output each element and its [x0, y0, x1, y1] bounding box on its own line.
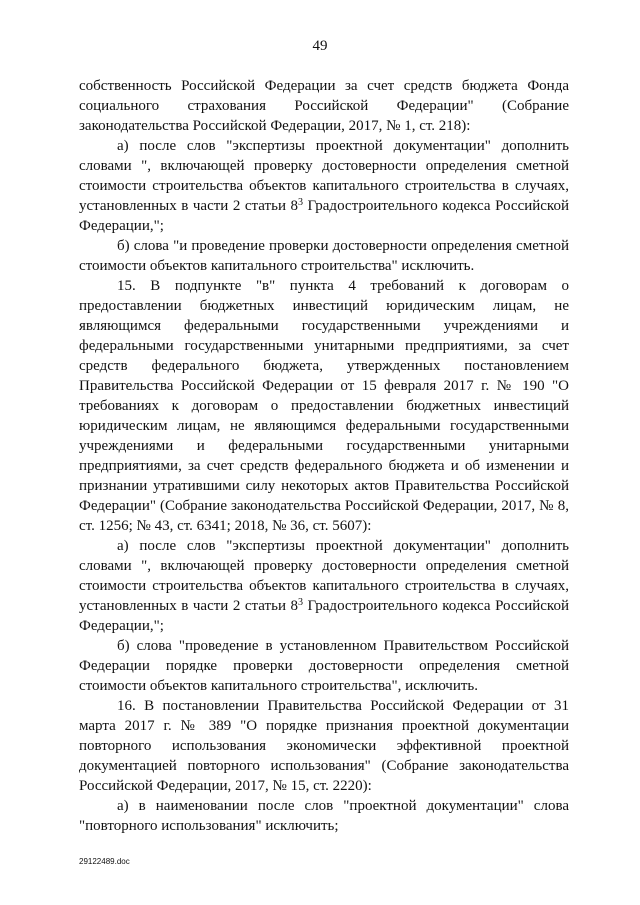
- paragraph-text: б) слова "и проведение проверки достоверности определения сметной стоимости объектов капитального строительства" исключить.: [79, 238, 569, 274]
- paragraph-text: а) в наименовании после слов "проектной документации" слова "повторного использования" исключить;: [79, 798, 569, 834]
- paragraph-text: 16. В постановлении Правительства Российской Федерации от 31 марта 2017 г. № 389 "О порядке признания проектной документации повторного использования экономически эффективной проектной документацией повторного использования" (Собрание законодательства Российской Федерации, 2017, № 15, ст. 2220):: [79, 698, 569, 794]
- paragraph-item-a: [79, 796, 569, 836]
- paragraph-text: а) после слов "экспертизы проектной документации" дополнить словами ", включающей проверку достоверности определения сметной стоимости строительства объектов капитального строительства в случаях, установленных в части 2 статьи 8: [79, 538, 569, 614]
- paragraph-point-15: [79, 276, 569, 536]
- paragraph-item-a: [79, 536, 569, 636]
- paragraph-continuation: [79, 76, 569, 136]
- paragraph-text: а) после слов "экспертизы проектной документации" дополнить словами ", включающей проверку достоверности определения сметной стоимости строительства объектов капитального строительства в случаях, установленных в части 2 статьи 8: [79, 138, 569, 214]
- paragraph-item-a: [79, 136, 569, 236]
- document-body: [79, 76, 569, 836]
- paragraph-text: Градостроительного кодекса Российской Федерации,";: [79, 198, 569, 234]
- paragraph-item-b: [79, 636, 569, 696]
- superscript: 3: [298, 597, 304, 608]
- footer-document-code: 29122489.doc: [79, 857, 130, 866]
- paragraph-text: собственность Российской Федерации за счет средств бюджета Фонда социального страхования Российской Федерации" (Собрание законодательства Российской Федерации, 2017, № 1, ст. 218):: [79, 78, 569, 134]
- page-number: 49: [312, 38, 328, 54]
- paragraph-text: Градостроительного кодекса Российской Федерации,";: [79, 598, 569, 634]
- paragraph-point-16: [79, 696, 569, 796]
- paragraph-text: б) слова "проведение в установленном Правительством Российской Федерации порядке проверки достоверности определения сметной стоимости объектов капитального строительства", исключить.: [79, 638, 569, 694]
- paragraph-text: 15. В подпункте "в" пункта 4 требований к договорам о предоставлении бюджетных инвестиций юридическим лицам, не являющимся федеральными государственными учреждениями и федеральными государственными унитарными предприятиями, за счет средств федерального бюджета, утвержденных постановлением Правительства Российской Федерации от 15 февраля 2017 г. № 190 "О требованиях к договорам о предоставлении бюджетных инвестиций юридическим лицам, не являющимся федеральными государственными учреждениями и федеральными государственными унитарными предприятиями, за счет средств федерального бюджета и об изменении и признании утратившими силу некоторых актов Правительства Российской Федерации" (Собрание законодательства Российской Федерации, 2017, № 8, ст. 1256; № 43, ст. 6341; 2018, № 36, ст. 5607):: [79, 278, 569, 534]
- paragraph-item-b: [79, 236, 569, 276]
- superscript: 3: [298, 197, 304, 208]
